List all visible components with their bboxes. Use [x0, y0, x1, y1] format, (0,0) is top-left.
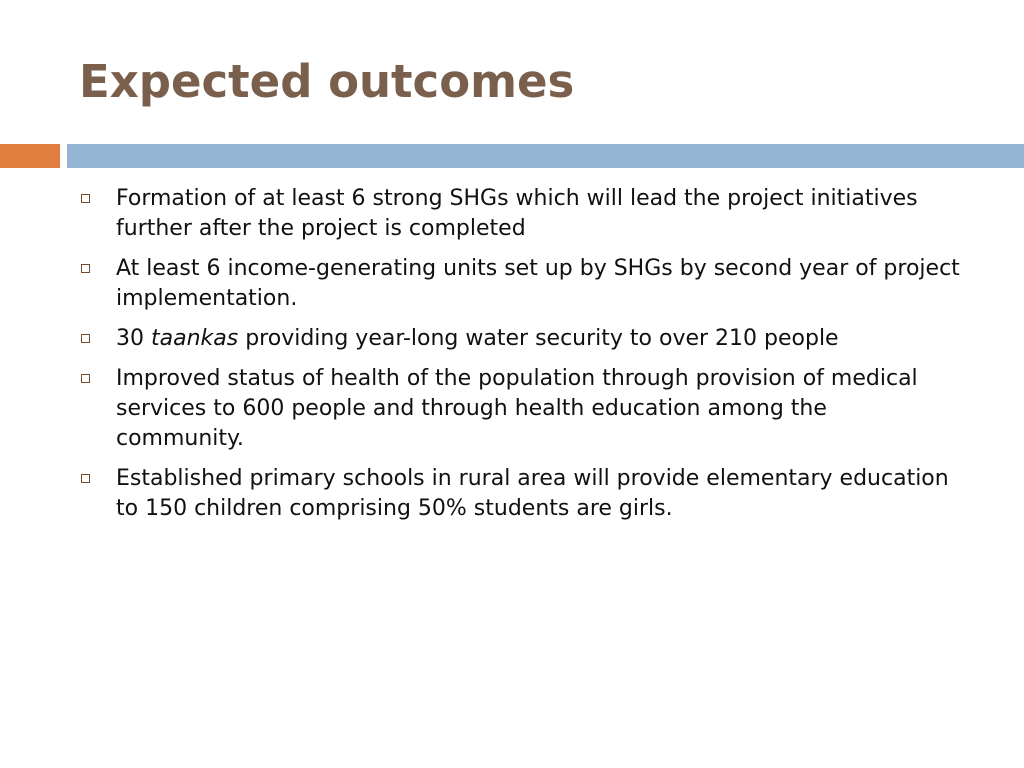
bullet-text: Formation of at least 6 strong SHGs which will lead the project initiatives further after the project is completed: [116, 186, 918, 241]
bullet-list: [80, 184, 960, 534]
square-bullet-icon: [81, 264, 90, 273]
square-bullet-icon: [81, 474, 90, 483]
bullet-text: [116, 326, 839, 351]
bullet-text: Improved status of health of the population through provision of medical services to 600 people and through health education among the community.: [116, 366, 918, 451]
bullet-text-suffix: providing year-long water security to over 210 people: [238, 326, 839, 351]
square-bullet-icon: [81, 334, 90, 343]
bullet-text-prefix: 30: [116, 326, 151, 351]
square-bullet-icon: [81, 194, 90, 203]
slide-title: Expected outcomes: [79, 55, 575, 108]
bullet-item: [80, 464, 960, 524]
bullet-item: [80, 184, 960, 244]
bullet-item: [80, 364, 960, 454]
bullet-item: [80, 324, 960, 354]
bullet-text-italic: taankas: [151, 326, 239, 351]
title-accent-bar: [0, 144, 60, 168]
title-divider-bar: [67, 144, 1024, 168]
square-bullet-icon: [81, 374, 90, 383]
bullet-text: At least 6 income-generating units set up by SHGs by second year of project implementation.: [116, 256, 960, 311]
bullet-text: Established primary schools in rural area will provide elementary education to 150 children comprising 50% students are girls.: [116, 466, 949, 521]
bullet-item: [80, 254, 960, 314]
